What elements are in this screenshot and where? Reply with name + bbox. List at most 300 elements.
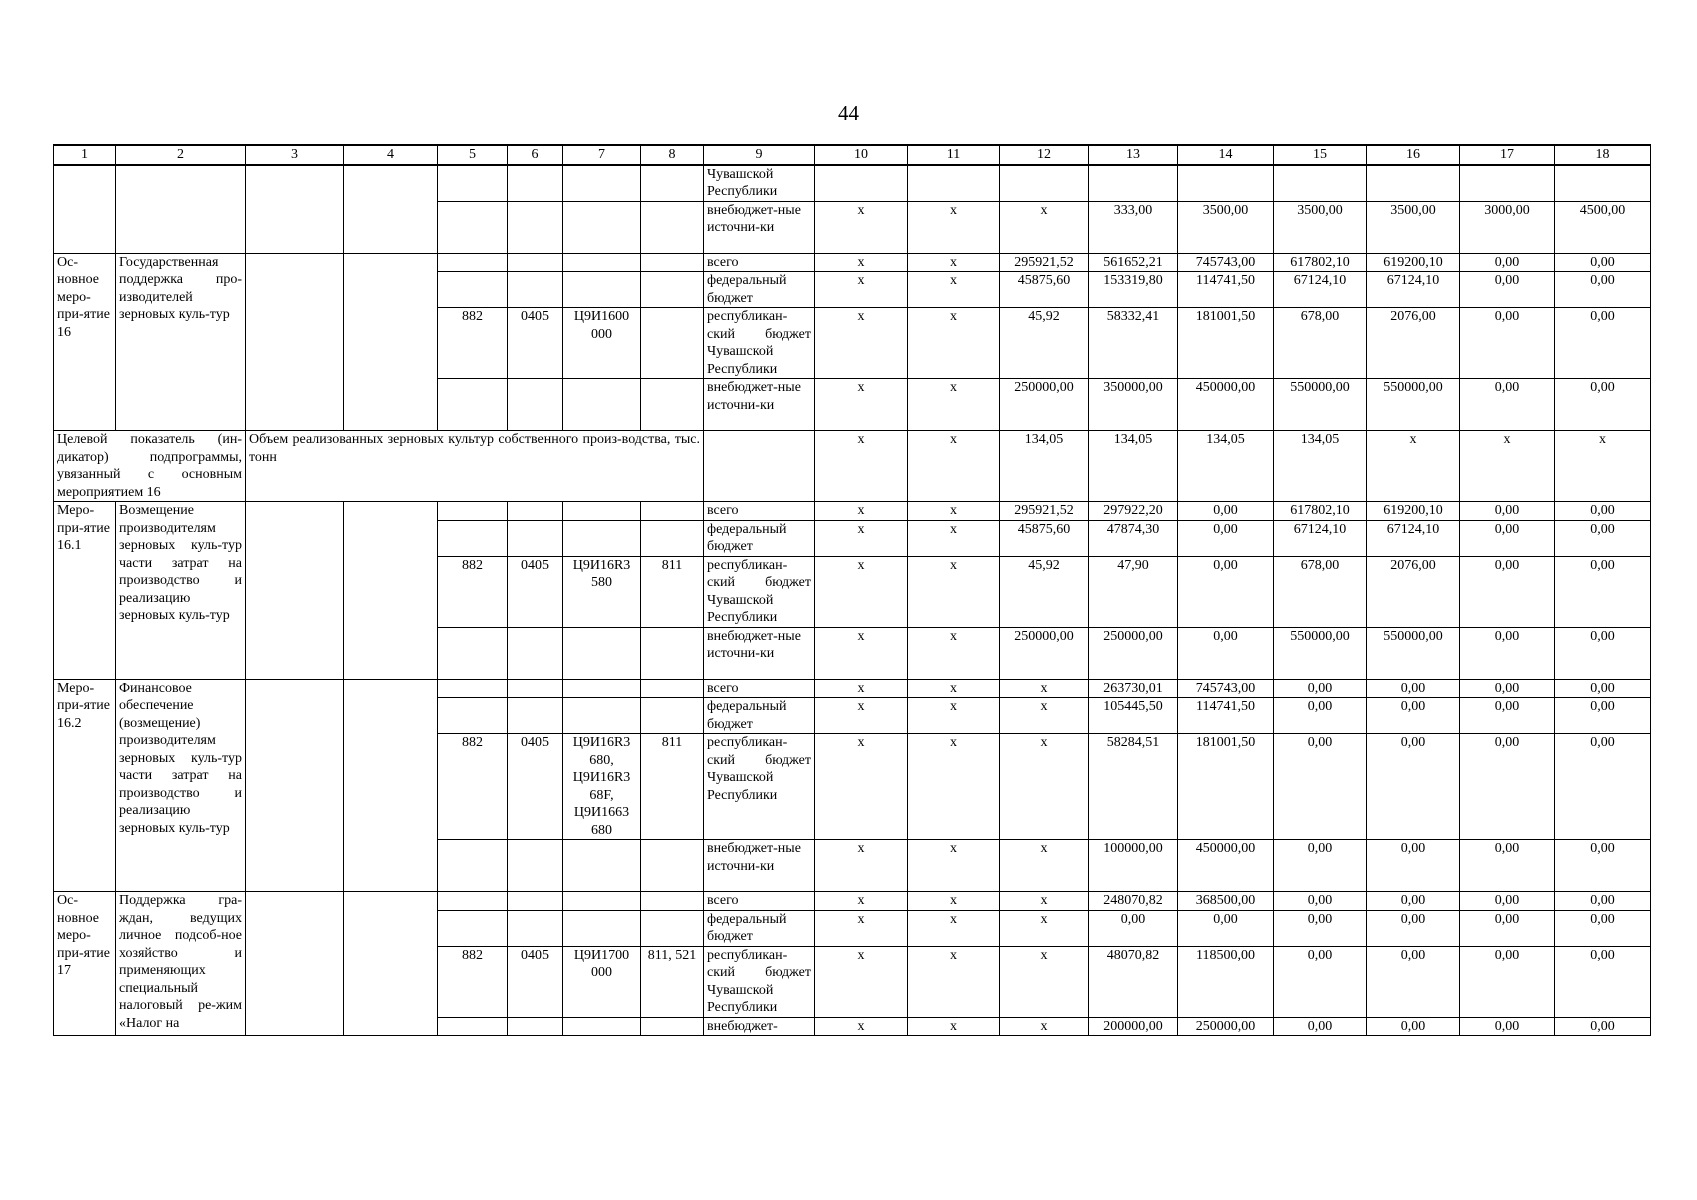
target-article-cell	[563, 679, 641, 698]
column-number-18: 18	[1555, 145, 1651, 165]
value-cell-col-13: 350000,00	[1089, 379, 1178, 431]
value-cell-col-18: 0,00	[1555, 520, 1651, 556]
value-cell-col-17: 0,00	[1460, 556, 1555, 627]
value-cell-col-11: x	[908, 520, 1000, 556]
value-cell-col-18: 0,00	[1555, 379, 1651, 431]
value-cell-col-17: 0,00	[1460, 946, 1555, 1017]
value-cell-col-18: 0,00	[1555, 679, 1651, 698]
value-cell-col-11: x	[908, 502, 1000, 521]
target-article-cell	[563, 840, 641, 892]
value-cell-col-14: 181001,50	[1178, 734, 1274, 840]
grbs-cell	[438, 201, 508, 253]
event-name-cell: Финансовое обеспечение (возмещение) производителям зерновых куль-тур части затрат на производство и реализацию зерновых куль-тур	[116, 679, 246, 892]
value-cell-col-16: 67124,10	[1367, 272, 1460, 308]
value-cell-col-18: 0,00	[1555, 1017, 1651, 1036]
value-cell-col-10: x	[815, 698, 908, 734]
value-cell-col-17: 0,00	[1460, 379, 1555, 431]
target-article-cell	[563, 520, 641, 556]
value-cell-col-14: 0,00	[1178, 502, 1274, 521]
target-article-cell	[563, 165, 641, 202]
table-row	[54, 892, 1651, 911]
expense-group-cell	[641, 698, 704, 734]
value-cell-col-18: 0,00	[1555, 556, 1651, 627]
expense-group-cell	[641, 840, 704, 892]
expense-group-cell: 811	[641, 556, 704, 627]
expense-group-cell	[641, 892, 704, 911]
value-cell-col-14	[1178, 165, 1274, 202]
column-number-15: 15	[1274, 145, 1367, 165]
value-cell-col-17: 0,00	[1460, 1017, 1555, 1036]
grbs-cell	[438, 253, 508, 272]
value-cell-col-12: x	[1000, 679, 1089, 698]
value-cell-col-15: 617802,10	[1274, 502, 1367, 521]
value-cell-col-17: 0,00	[1460, 679, 1555, 698]
funding-source-cell: внебюджет-ные источни-ки	[704, 379, 815, 431]
funding-source-cell: внебюджет-ные источни-ки	[704, 840, 815, 892]
expense-group-cell	[641, 502, 704, 521]
executor-cell	[246, 892, 344, 1036]
value-cell-col-16: 0,00	[1367, 840, 1460, 892]
expense-group-cell: 811, 521	[641, 946, 704, 1017]
value-cell-col-14: 0,00	[1178, 910, 1274, 946]
value-cell-col-11: x	[908, 946, 1000, 1017]
value-cell-col-16: 550000,00	[1367, 379, 1460, 431]
value-cell-col-18: 0,00	[1555, 627, 1651, 679]
column-number-16: 16	[1367, 145, 1460, 165]
section-cell	[508, 201, 563, 253]
value-cell-col-14: 134,05	[1178, 431, 1274, 502]
table-row	[54, 165, 1651, 202]
value-cell-col-18: 0,00	[1555, 840, 1651, 892]
value-cell-col-14: 0,00	[1178, 556, 1274, 627]
funding-source-cell: федеральный бюджет	[704, 272, 815, 308]
value-cell-col-12: x	[1000, 840, 1089, 892]
value-cell-col-12: x	[1000, 1017, 1089, 1036]
value-cell-col-18	[1555, 165, 1651, 202]
name-cell	[116, 165, 246, 254]
value-cell-col-15: 0,00	[1274, 946, 1367, 1017]
expense-group-cell	[641, 253, 704, 272]
target-article-cell	[563, 272, 641, 308]
value-cell-col-12	[1000, 165, 1089, 202]
value-cell-col-17: 3000,00	[1460, 201, 1555, 253]
value-cell-col-12: 45,92	[1000, 556, 1089, 627]
column-number-13: 13	[1089, 145, 1178, 165]
value-cell-col-18: 0,00	[1555, 253, 1651, 272]
expense-group-cell	[641, 379, 704, 431]
value-cell-col-14: 450000,00	[1178, 840, 1274, 892]
grbs-cell	[438, 698, 508, 734]
value-cell-col-15: 67124,10	[1274, 272, 1367, 308]
table-row	[54, 502, 1651, 521]
funding-source-cell: республикан-ский бюджет Чувашской Республики	[704, 734, 815, 840]
value-cell-col-15	[1274, 165, 1367, 202]
value-cell-col-16: 0,00	[1367, 679, 1460, 698]
target-article-cell	[563, 892, 641, 911]
value-cell-col-12: 295921,52	[1000, 253, 1089, 272]
expense-group-cell	[641, 679, 704, 698]
value-cell-col-17: 0,00	[1460, 502, 1555, 521]
grbs-cell	[438, 379, 508, 431]
value-cell-col-10: x	[815, 308, 908, 379]
value-cell-col-16: 0,00	[1367, 892, 1460, 911]
grbs-cell	[438, 165, 508, 202]
executor-cell	[246, 253, 344, 431]
section-cell	[508, 840, 563, 892]
value-cell-col-14: 114741,50	[1178, 698, 1274, 734]
funding-source-cell: внебюджет-ные источни-ки	[704, 627, 815, 679]
value-cell-col-16: x	[1367, 431, 1460, 502]
value-cell-col-14: 0,00	[1178, 520, 1274, 556]
value-cell-col-15: 67124,10	[1274, 520, 1367, 556]
value-cell-col-16: 619200,10	[1367, 502, 1460, 521]
budget-table	[53, 144, 1651, 1036]
value-cell-col-18: 0,00	[1555, 272, 1651, 308]
funding-source-cell	[704, 431, 815, 502]
column-number-11: 11	[908, 145, 1000, 165]
grbs-cell: 882	[438, 556, 508, 627]
column-number-8: 8	[641, 145, 704, 165]
expense-group-cell	[641, 308, 704, 379]
participant-cell	[344, 679, 438, 892]
participant-cell	[344, 165, 438, 254]
value-cell-col-13: 263730,01	[1089, 679, 1178, 698]
value-cell-col-15: 0,00	[1274, 698, 1367, 734]
event-status-cell: Ос-новное меро-при-ятие 17	[54, 892, 116, 1036]
value-cell-col-16	[1367, 165, 1460, 202]
executor-cell	[246, 502, 344, 680]
value-cell-col-10: x	[815, 734, 908, 840]
target-article-cell: Ц9И16R3 680, Ц9И16R3 68F, Ц9И1663 680	[563, 734, 641, 840]
value-cell-col-12: 250000,00	[1000, 379, 1089, 431]
table-row	[54, 679, 1651, 698]
value-cell-col-17: 0,00	[1460, 253, 1555, 272]
value-cell-col-14: 3500,00	[1178, 201, 1274, 253]
value-cell-col-10: x	[815, 201, 908, 253]
value-cell-col-10: x	[815, 272, 908, 308]
value-cell-col-14: 118500,00	[1178, 946, 1274, 1017]
value-cell-col-10: x	[815, 1017, 908, 1036]
value-cell-col-18: 0,00	[1555, 910, 1651, 946]
event-name-cell: Поддержка гра-ждан, ведущих личное подсоб-ное хозяйство и применяющих специальный налоговый ре-жим «Налог на	[116, 892, 246, 1036]
column-number-12: 12	[1000, 145, 1089, 165]
value-cell-col-13: 47,90	[1089, 556, 1178, 627]
value-cell-col-18: 0,00	[1555, 946, 1651, 1017]
table-body	[54, 145, 1651, 1036]
value-cell-col-14: 745743,00	[1178, 679, 1274, 698]
value-cell-col-15: 678,00	[1274, 308, 1367, 379]
value-cell-col-11: x	[908, 253, 1000, 272]
funding-source-cell: всего	[704, 679, 815, 698]
column-number-14: 14	[1178, 145, 1274, 165]
table-row	[54, 253, 1651, 272]
value-cell-col-12: 295921,52	[1000, 502, 1089, 521]
value-cell-col-13: 333,00	[1089, 201, 1178, 253]
grbs-cell: 882	[438, 308, 508, 379]
section-cell	[508, 910, 563, 946]
expense-group-cell	[641, 201, 704, 253]
section-cell: 0405	[508, 946, 563, 1017]
value-cell-col-12: x	[1000, 734, 1089, 840]
value-cell-col-15: 0,00	[1274, 679, 1367, 698]
funding-source-cell: Чувашской Республики	[704, 165, 815, 202]
participant-cell	[344, 502, 438, 680]
value-cell-col-10: x	[815, 892, 908, 911]
section-cell: 0405	[508, 734, 563, 840]
column-number-10: 10	[815, 145, 908, 165]
value-cell-col-11: x	[908, 1017, 1000, 1036]
indicator-label-cell: Целевой показатель (ин-дикатор) подпрограммы, увязанный с основным мероприятием 16	[54, 431, 246, 502]
grbs-cell	[438, 502, 508, 521]
value-cell-col-18: 0,00	[1555, 734, 1651, 840]
column-number-7: 7	[563, 145, 641, 165]
target-article-cell	[563, 698, 641, 734]
value-cell-col-17: x	[1460, 431, 1555, 502]
value-cell-col-10: x	[815, 910, 908, 946]
executor-cell	[246, 165, 344, 254]
value-cell-col-11: x	[908, 556, 1000, 627]
funding-source-cell: федеральный бюджет	[704, 698, 815, 734]
funding-source-cell: республикан-ский бюджет Чувашской Республики	[704, 946, 815, 1017]
value-cell-col-10: x	[815, 431, 908, 502]
value-cell-col-12: 250000,00	[1000, 627, 1089, 679]
value-cell-col-15: 0,00	[1274, 840, 1367, 892]
page-number: 44	[838, 101, 859, 125]
value-cell-col-17	[1460, 165, 1555, 202]
value-cell-col-16: 0,00	[1367, 1017, 1460, 1036]
target-article-cell	[563, 1017, 641, 1036]
section-cell: 0405	[508, 556, 563, 627]
value-cell-col-13: 100000,00	[1089, 840, 1178, 892]
value-cell-col-10: x	[815, 556, 908, 627]
value-cell-col-16: 3500,00	[1367, 201, 1460, 253]
column-number-9: 9	[704, 145, 815, 165]
expense-group-cell: 811	[641, 734, 704, 840]
funding-source-cell: федеральный бюджет	[704, 910, 815, 946]
value-cell-col-13: 58284,51	[1089, 734, 1178, 840]
value-cell-col-11: x	[908, 308, 1000, 379]
value-cell-col-18: 4500,00	[1555, 201, 1651, 253]
value-cell-col-10: x	[815, 627, 908, 679]
value-cell-col-17: 0,00	[1460, 840, 1555, 892]
target-article-cell	[563, 627, 641, 679]
value-cell-col-10: x	[815, 502, 908, 521]
value-cell-col-10: x	[815, 840, 908, 892]
value-cell-col-11: x	[908, 201, 1000, 253]
target-article-cell: Ц9И1700 000	[563, 946, 641, 1017]
value-cell-col-18: x	[1555, 431, 1651, 502]
column-number-3: 3	[246, 145, 344, 165]
value-cell-col-12: x	[1000, 946, 1089, 1017]
value-cell-col-16: 67124,10	[1367, 520, 1460, 556]
value-cell-col-11	[908, 165, 1000, 202]
value-cell-col-17: 0,00	[1460, 520, 1555, 556]
column-number-17: 17	[1460, 145, 1555, 165]
grbs-cell	[438, 272, 508, 308]
value-cell-col-12: x	[1000, 910, 1089, 946]
funding-source-cell: всего	[704, 502, 815, 521]
value-cell-col-10: x	[815, 253, 908, 272]
value-cell-col-16: 550000,00	[1367, 627, 1460, 679]
executor-cell	[246, 679, 344, 892]
grbs-cell	[438, 520, 508, 556]
value-cell-col-12: 45,92	[1000, 308, 1089, 379]
value-cell-col-17: 0,00	[1460, 734, 1555, 840]
value-cell-col-15: 0,00	[1274, 910, 1367, 946]
expense-group-cell	[641, 910, 704, 946]
target-article-cell	[563, 379, 641, 431]
value-cell-col-13: 248070,82	[1089, 892, 1178, 911]
target-article-cell	[563, 502, 641, 521]
funding-source-cell: республикан-ский бюджет Чувашской Республики	[704, 556, 815, 627]
funding-source-cell: внебюджет-ные источни-ки	[704, 201, 815, 253]
value-cell-col-10: x	[815, 520, 908, 556]
funding-source-cell: республикан-ский бюджет Чувашской Республики	[704, 308, 815, 379]
value-cell-col-12: 134,05	[1000, 431, 1089, 502]
value-cell-col-12: x	[1000, 201, 1089, 253]
value-cell-col-11: x	[908, 734, 1000, 840]
value-cell-col-11: x	[908, 431, 1000, 502]
indicator-text-cell: Объем реализованных зерновых культур собственного произ-водства, тыс. тонн	[246, 431, 704, 502]
section-cell	[508, 520, 563, 556]
expense-group-cell	[641, 627, 704, 679]
value-cell-col-14: 181001,50	[1178, 308, 1274, 379]
value-cell-col-14: 368500,00	[1178, 892, 1274, 911]
value-cell-col-14: 250000,00	[1178, 1017, 1274, 1036]
expense-group-cell	[641, 1017, 704, 1036]
event-name-cell: Государственная поддержка про-изводителей зерновых куль-тур	[116, 253, 246, 431]
grbs-cell	[438, 892, 508, 911]
value-cell-col-13: 0,00	[1089, 910, 1178, 946]
grbs-cell	[438, 627, 508, 679]
value-cell-col-14: 450000,00	[1178, 379, 1274, 431]
expense-group-cell	[641, 520, 704, 556]
target-article-cell	[563, 910, 641, 946]
value-cell-col-14: 114741,50	[1178, 272, 1274, 308]
participant-cell	[344, 892, 438, 1036]
value-cell-col-17: 0,00	[1460, 698, 1555, 734]
section-cell	[508, 253, 563, 272]
value-cell-col-12: 45875,60	[1000, 520, 1089, 556]
target-article-cell	[563, 201, 641, 253]
event-status-cell: Ос-новное меро-при-ятие 16	[54, 253, 116, 431]
funding-source-cell: федеральный бюджет	[704, 520, 815, 556]
value-cell-col-15: 0,00	[1274, 892, 1367, 911]
value-cell-col-15: 550000,00	[1274, 379, 1367, 431]
participant-cell	[344, 253, 438, 431]
grbs-cell: 882	[438, 946, 508, 1017]
value-cell-col-12: 45875,60	[1000, 272, 1089, 308]
value-cell-col-13: 134,05	[1089, 431, 1178, 502]
value-cell-col-16: 2076,00	[1367, 308, 1460, 379]
section-cell	[508, 679, 563, 698]
value-cell-col-15: 550000,00	[1274, 627, 1367, 679]
value-cell-col-11: x	[908, 892, 1000, 911]
value-cell-col-16: 0,00	[1367, 734, 1460, 840]
event-name-cell: Возмещение производителям зерновых куль-тур части затрат на производство и реализацию зерновых куль-тур	[116, 502, 246, 680]
value-cell-col-10	[815, 165, 908, 202]
funding-source-cell: внебюджет-	[704, 1017, 815, 1036]
value-cell-col-13: 153319,80	[1089, 272, 1178, 308]
grbs-cell	[438, 910, 508, 946]
value-cell-col-13: 105445,50	[1089, 698, 1178, 734]
table-row	[54, 431, 1651, 502]
value-cell-col-10: x	[815, 379, 908, 431]
grbs-cell	[438, 840, 508, 892]
value-cell-col-15: 134,05	[1274, 431, 1367, 502]
value-cell-col-17: 0,00	[1460, 910, 1555, 946]
column-number-4: 4	[344, 145, 438, 165]
event-status-cell: Меро-при-ятие 16.2	[54, 679, 116, 892]
value-cell-col-11: x	[908, 272, 1000, 308]
section-cell	[508, 627, 563, 679]
value-cell-col-14: 745743,00	[1178, 253, 1274, 272]
value-cell-col-11: x	[908, 910, 1000, 946]
value-cell-col-18: 0,00	[1555, 698, 1651, 734]
value-cell-col-17: 0,00	[1460, 308, 1555, 379]
value-cell-col-11: x	[908, 698, 1000, 734]
grbs-cell: 882	[438, 734, 508, 840]
column-number-5: 5	[438, 145, 508, 165]
value-cell-col-11: x	[908, 627, 1000, 679]
value-cell-col-13: 47874,30	[1089, 520, 1178, 556]
value-cell-col-18: 0,00	[1555, 308, 1651, 379]
section-cell	[508, 698, 563, 734]
value-cell-col-16: 0,00	[1367, 946, 1460, 1017]
value-cell-col-16: 2076,00	[1367, 556, 1460, 627]
value-cell-col-15: 0,00	[1274, 1017, 1367, 1036]
grbs-cell	[438, 679, 508, 698]
column-number-row	[54, 145, 1651, 165]
grbs-cell	[438, 1017, 508, 1036]
value-cell-col-15: 3500,00	[1274, 201, 1367, 253]
value-cell-col-15: 617802,10	[1274, 253, 1367, 272]
value-cell-col-13: 58332,41	[1089, 308, 1178, 379]
value-cell-col-16: 0,00	[1367, 910, 1460, 946]
event-status-cell: Меро-при-ятие 16.1	[54, 502, 116, 680]
value-cell-col-11: x	[908, 840, 1000, 892]
funding-source-cell: всего	[704, 253, 815, 272]
value-cell-col-16: 619200,10	[1367, 253, 1460, 272]
value-cell-col-18: 0,00	[1555, 892, 1651, 911]
value-cell-col-15: 678,00	[1274, 556, 1367, 627]
value-cell-col-12: x	[1000, 892, 1089, 911]
section-cell	[508, 1017, 563, 1036]
section-cell	[508, 272, 563, 308]
value-cell-col-13: 250000,00	[1089, 627, 1178, 679]
column-number-6: 6	[508, 145, 563, 165]
section-cell: 0405	[508, 308, 563, 379]
column-number-1: 1	[54, 145, 116, 165]
value-cell-col-13: 200000,00	[1089, 1017, 1178, 1036]
funding-source-cell: всего	[704, 892, 815, 911]
value-cell-col-14: 0,00	[1178, 627, 1274, 679]
value-cell-col-17: 0,00	[1460, 272, 1555, 308]
value-cell-col-18: 0,00	[1555, 502, 1651, 521]
target-article-cell	[563, 253, 641, 272]
expense-group-cell	[641, 165, 704, 202]
value-cell-col-10: x	[815, 946, 908, 1017]
program-cell	[54, 165, 116, 254]
value-cell-col-10: x	[815, 679, 908, 698]
value-cell-col-13: 297922,20	[1089, 502, 1178, 521]
value-cell-col-13: 561652,21	[1089, 253, 1178, 272]
section-cell	[508, 892, 563, 911]
column-number-2: 2	[116, 145, 246, 165]
section-cell	[508, 502, 563, 521]
value-cell-col-16: 0,00	[1367, 698, 1460, 734]
value-cell-col-13	[1089, 165, 1178, 202]
